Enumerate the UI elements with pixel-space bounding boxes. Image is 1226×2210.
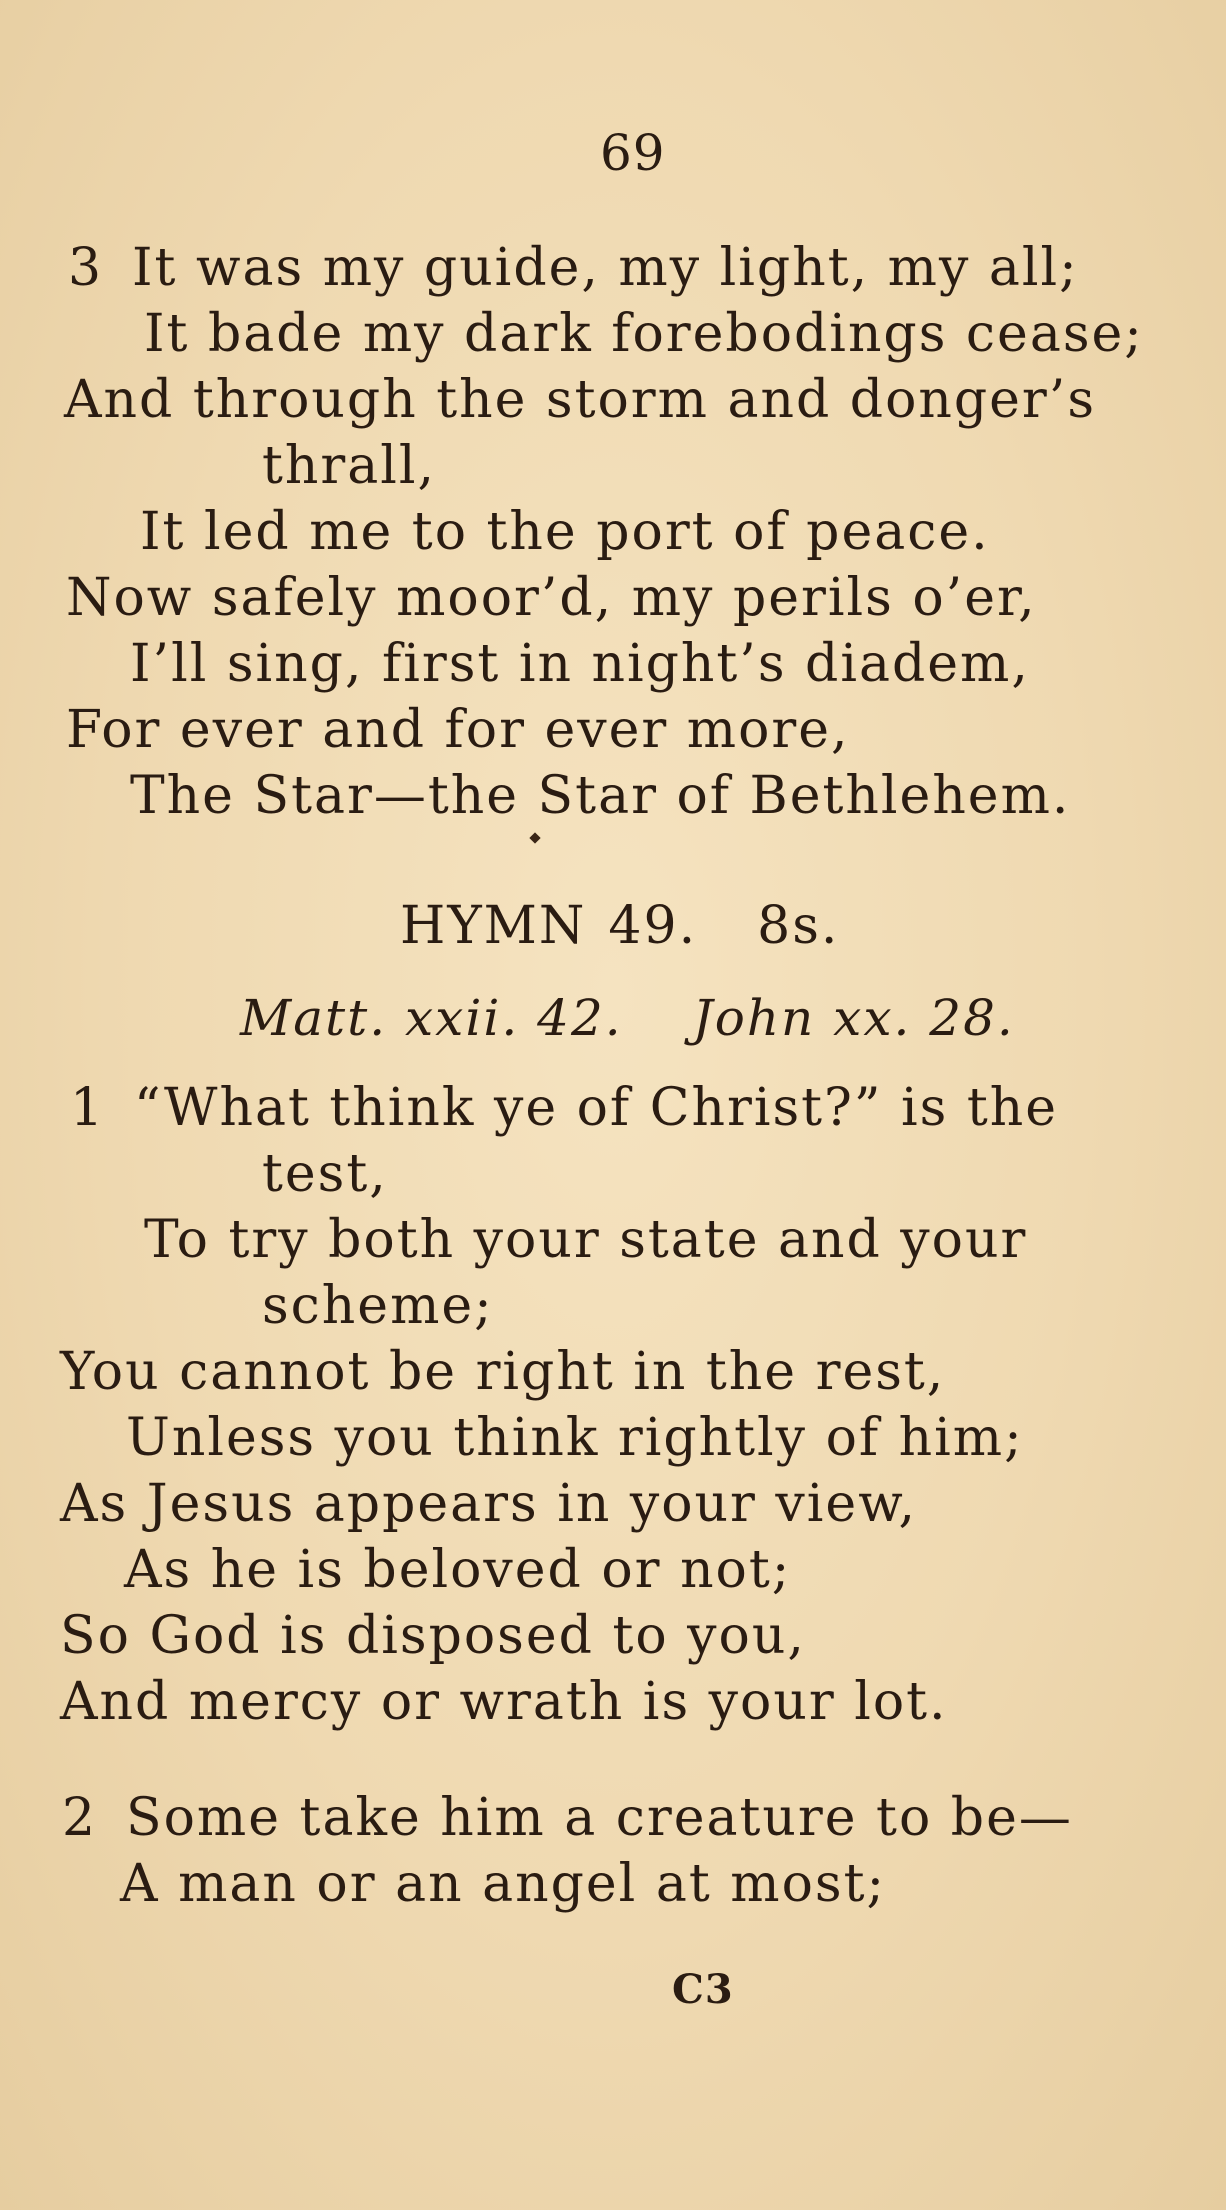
verse-number: 2 xyxy=(62,1788,98,1848)
verse-line: Unless you think rightly of him; xyxy=(126,1408,1024,1468)
verse-line: test, xyxy=(262,1144,388,1204)
verse-line: The Star—the Star of Bethlehem. xyxy=(130,766,1071,826)
verse-line: scheme; xyxy=(262,1276,494,1336)
verse-line: You cannot be right in the rest, xyxy=(60,1342,946,1402)
verse-line: I’ll sing, first in night’s diadem, xyxy=(130,634,1030,694)
ornament-dot xyxy=(529,832,540,843)
verse-line: 1 “What think ye of Christ?” is the xyxy=(70,1078,1059,1138)
verse-number: 1 xyxy=(70,1078,106,1138)
verse-line: 2 Some take him a creature to be— xyxy=(62,1788,1073,1848)
verse-number: 3 xyxy=(68,238,104,298)
hymn-title: HYMN xyxy=(400,896,587,956)
hymn-heading xyxy=(400,896,840,956)
verse-line: Now safely moor’d, my perils o’er, xyxy=(66,568,1037,628)
hymn-meter: 8s. xyxy=(757,896,840,956)
verse-line: thrall, xyxy=(262,436,437,496)
scripture-reference xyxy=(240,989,1015,1047)
verse-line: So God is disposed to you, xyxy=(60,1606,806,1666)
scripture-ref-matthew: Matt. xxii. 42. xyxy=(240,989,623,1047)
signature-mark: C3 xyxy=(672,1966,734,2013)
verse-line: As Jesus appears in your view, xyxy=(60,1474,918,1534)
verse-line: As he is beloved or not; xyxy=(124,1540,792,1600)
page-number: 69 xyxy=(600,124,666,182)
verse-line: And mercy or wrath is your lot. xyxy=(60,1672,948,1732)
verse-line: It bade my dark forebodings cease; xyxy=(144,304,1144,364)
verse-line: A man or an angel at most; xyxy=(120,1854,886,1914)
verse-line: 3 It was my guide, my light, my all; xyxy=(68,238,1079,298)
hymn-number: 49. xyxy=(608,896,698,956)
scripture-ref-john: John xx. 28. xyxy=(692,989,1015,1047)
verse-line: And through the storm and donger’s xyxy=(64,370,1097,430)
verse-line: It led me to the port of peace. xyxy=(140,502,990,562)
verse-line: To try both your state and your xyxy=(144,1210,1028,1270)
verse-line: For ever and for ever more, xyxy=(66,700,850,760)
